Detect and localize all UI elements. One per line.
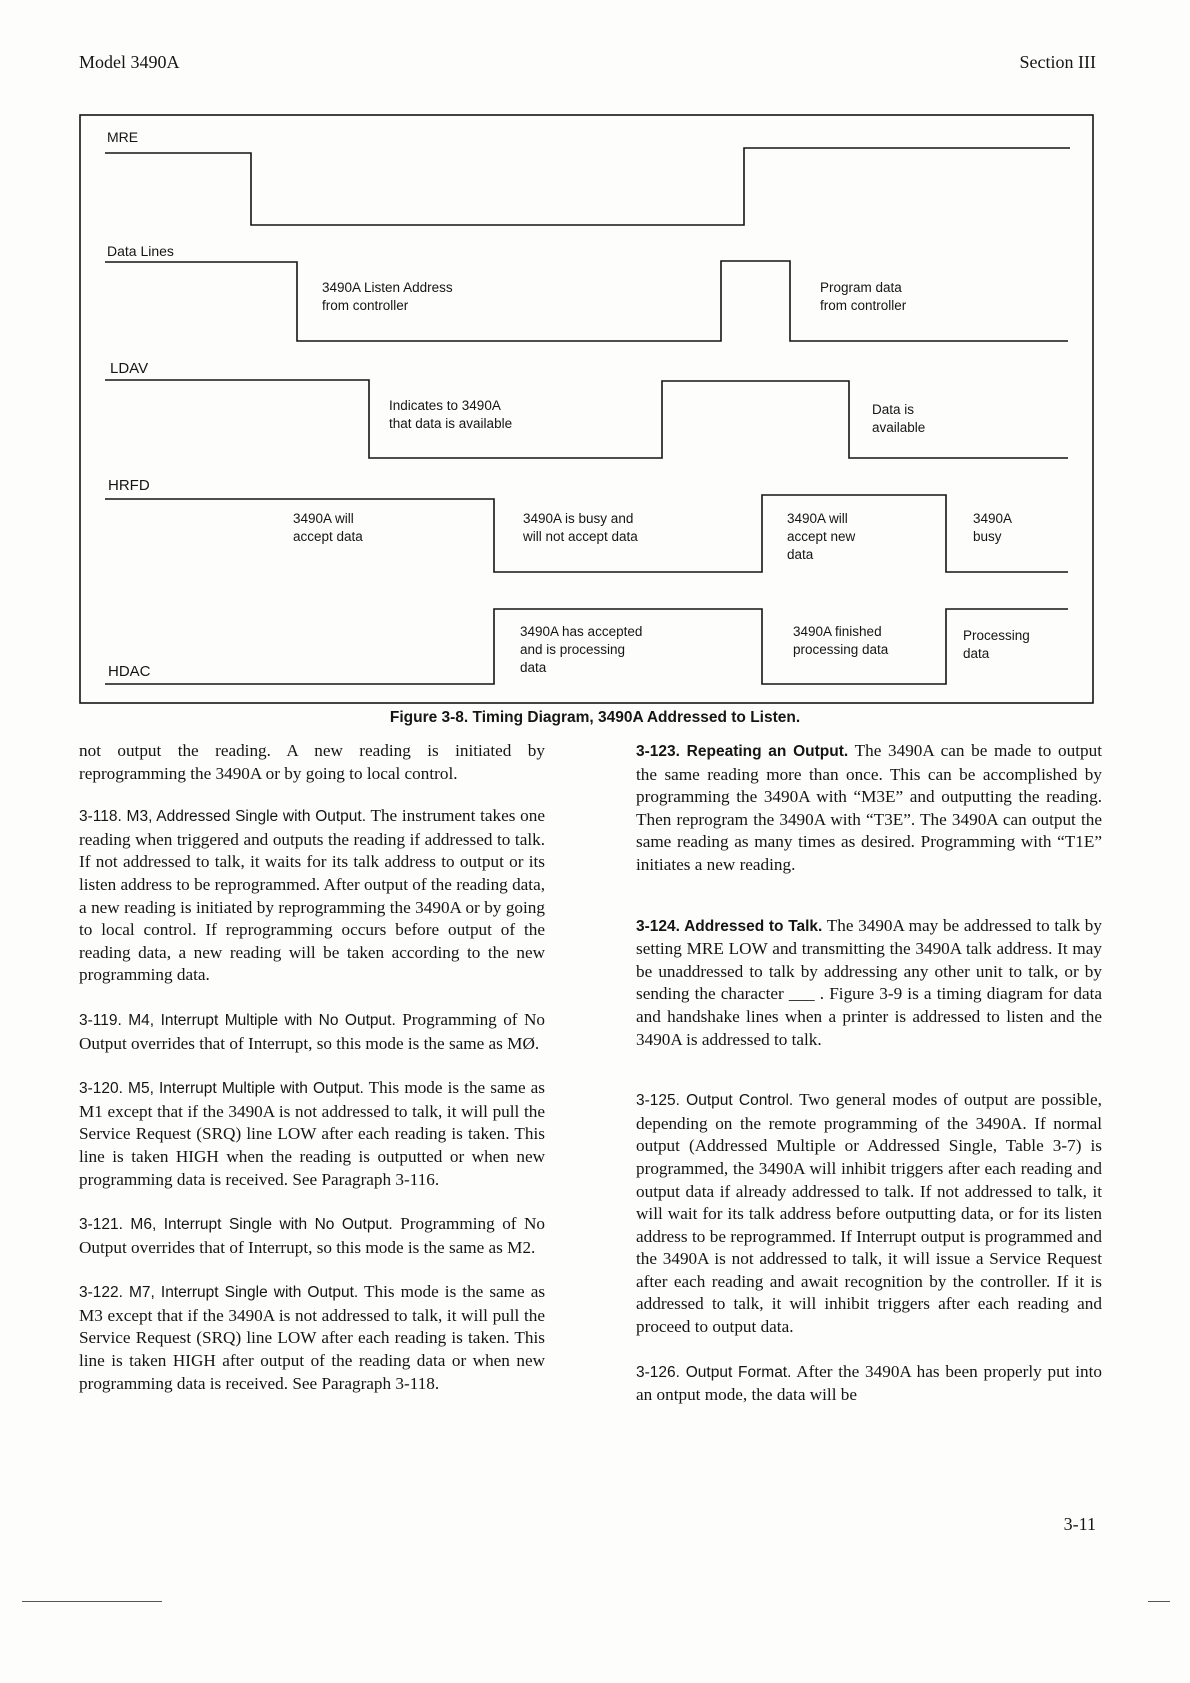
signal-label-data-lines: Data Lines — [107, 243, 174, 259]
diagram-frame — [80, 115, 1093, 703]
paragraph-3-120 — [79, 1077, 545, 1191]
signal-label-hrfd: HRFD — [108, 477, 150, 494]
signal-label-mre: MRE — [107, 129, 139, 145]
paragraph-3-119 — [79, 1009, 545, 1055]
ldav-note-data-available: that data is available — [389, 416, 513, 431]
running-header-section: Section III — [1019, 52, 1096, 72]
ldav-note-data-is-available: Data is — [872, 402, 915, 417]
paragraph-body: This mode is the same as M1 except that if the 3490A is not addressed to talk, it will pull the Service Request (SRQ) line LOW after each reading is taken. This line is taken HIGH when the reading is outputted or when new programming data is received. See Paragraph 3-116. — [79, 1078, 545, 1189]
ldav-waveform — [105, 380, 1068, 458]
page-number: 3-11 — [1063, 1514, 1096, 1534]
paragraph-heading: 3-124. Addressed to Talk. — [636, 917, 823, 935]
paragraph-heading: 3-121. M6, Interrupt Single with No Output. — [79, 1216, 393, 1234]
ldav-note-data-available: Indicates to 3490A — [389, 398, 501, 413]
paragraph-heading: 3-118. M3, Addressed Single with Output. — [79, 808, 367, 826]
signal-label-ldav: LDAV — [110, 360, 149, 377]
paragraph-3-125 — [636, 1089, 1102, 1339]
mre-waveform — [105, 148, 1070, 225]
paragraph-body: The 3490A can be made to output the same reading more than once. This can be accomplished by programming the 3490A with “M3E” and outputting the reading. Then reprogram the 3490A with “T3E”. The 3490A can output the same reading as many times as desired. Programming with “T1E” initiates a new reading. — [636, 741, 1102, 874]
paragraph-continuation: not output the reading. A new reading is initiated by reprogramming the 3490A or by going to local control. — [79, 741, 545, 783]
data-lines-note-listen-address: from controller — [322, 298, 409, 313]
hrfd-note-busy-final: 3490A — [973, 511, 1013, 526]
hdac-note-finished: 3490A finished — [793, 624, 882, 639]
left-text-column — [79, 740, 545, 1417]
signal-label-hdac: HDAC — [108, 663, 151, 680]
paragraph-heading: 3-123. Repeating an Output. — [636, 743, 849, 760]
paragraph-3-124 — [636, 915, 1102, 1052]
hdac-note-processing: data — [963, 646, 990, 661]
hdac-note-accepted: data — [520, 660, 547, 675]
hrfd-note-accept-new: data — [787, 547, 814, 562]
paragraph-body: The instrument takes one reading when triggered and outputs the reading if addressed to talk. If not addressed to talk, it waits for its talk address to output or its listen address to be reprogrammed. After output of the reading data, a new reading is initiated by reprogramming the 3490A or by going to local control. If reprogramming occurs before output of the reading data, a new reading will be taken according to the new programming data. — [79, 806, 546, 985]
hrfd-note-busy: 3490A is busy and — [523, 511, 634, 526]
paragraph-3-126 — [636, 1361, 1102, 1407]
scan-artifact-line — [1148, 1601, 1170, 1602]
paragraph-body: The 3490A may be addressed to talk by setting MRE LOW and transmitting the 3490A talk address. It may be unaddressed to talk by addressing any other unit to talk, or by sending the character ___ . Figure 3-9 is a timing diagram for data and handshake lines when a printer is addressed to listen and the 3490A is addressed to talk. — [636, 915, 1102, 1049]
paragraph-body: This mode is the same as M3 except that if the 3490A is not addressed to talk, it will pull the Service Request (SRQ) line LOW after each reading is taken. This line is taken HIGH after output of the reading data or when new programming data is received. See Paragraph 3-118. — [79, 1282, 546, 1393]
ldav-note-data-is-available: available — [872, 420, 926, 435]
paragraph-heading: 3-119. M4, Interrupt Multiple with No Output. — [79, 1011, 396, 1029]
paragraph-body: Programming of No Output overrides that of Interrupt, so this mode is the same as MØ. — [79, 1009, 545, 1053]
data-lines-waveform — [105, 261, 1068, 341]
paragraph-3-123 — [636, 740, 1102, 877]
hrfd-note-will-accept: accept data — [293, 529, 363, 544]
hdac-note-accepted: and is processing — [520, 642, 626, 657]
paragraph-3-121 — [79, 1213, 545, 1259]
scan-artifact-line — [22, 1601, 162, 1602]
paragraph-heading: 3-125. Output Control. — [636, 1092, 794, 1110]
paragraph-body: After the 3490A has been properly put into an ontput mode, the data will be — [636, 1361, 1102, 1405]
paragraph-heading: 3-120. M5, Interrupt Multiple with Output. — [79, 1080, 364, 1098]
running-header-model: Model 3490A — [79, 52, 180, 72]
figure-caption: Figure 3-8. Timing Diagram, 3490A Addressed to Listen. — [389, 709, 801, 726]
hdac-note-finished: processing data — [793, 642, 889, 657]
data-lines-note-program-data: from controller — [820, 298, 907, 313]
paragraph-heading: 3-122. M7, Interrupt Single with Output. — [79, 1284, 359, 1302]
data-lines-note-listen-address: 3490A Listen Address — [322, 280, 453, 295]
hrfd-note-busy: will not accept data — [523, 529, 638, 544]
paragraph-body: Two general modes of output are possible, depending on the remote programming of the 3490A. If normal output (Addressed Multiple or Addressed Single, Table 3-7) is programmed, the 3490A will inhibit triggers after each reading and output data if already addressed to talk. If not addressed to talk, it will wait for its talk address before outputting data, or for its listen address to be reprogrammed. If Interrupt output is programmed and the 3490A is not addressed to talk, it will issue a Service Request after each reading and await recognition by the controller. If it is addressed to talk, it will inhibit triggers after each reading and proceed to output data. — [636, 1090, 1102, 1337]
timing-diagram — [0, 0, 1190, 710]
paragraph-3-118 — [79, 805, 545, 987]
paragraph-3-122 — [79, 1281, 545, 1395]
paragraph-body: Programming of No Output overrides that of Interrupt, so this mode is the same as M2. — [79, 1214, 545, 1257]
hrfd-note-will-accept: 3490A will — [293, 511, 354, 526]
paragraph-heading: 3-126. Output Format. — [636, 1363, 792, 1381]
right-text-column — [636, 740, 1102, 1429]
hrfd-note-busy-final: busy — [973, 529, 1002, 544]
data-lines-note-program-data: Program data — [820, 280, 902, 295]
hrfd-note-accept-new: 3490A will — [787, 511, 848, 526]
hdac-note-accepted: 3490A has accepted — [520, 624, 643, 639]
hdac-note-processing: Processing — [963, 628, 1030, 643]
hrfd-note-accept-new: accept new — [787, 529, 856, 544]
